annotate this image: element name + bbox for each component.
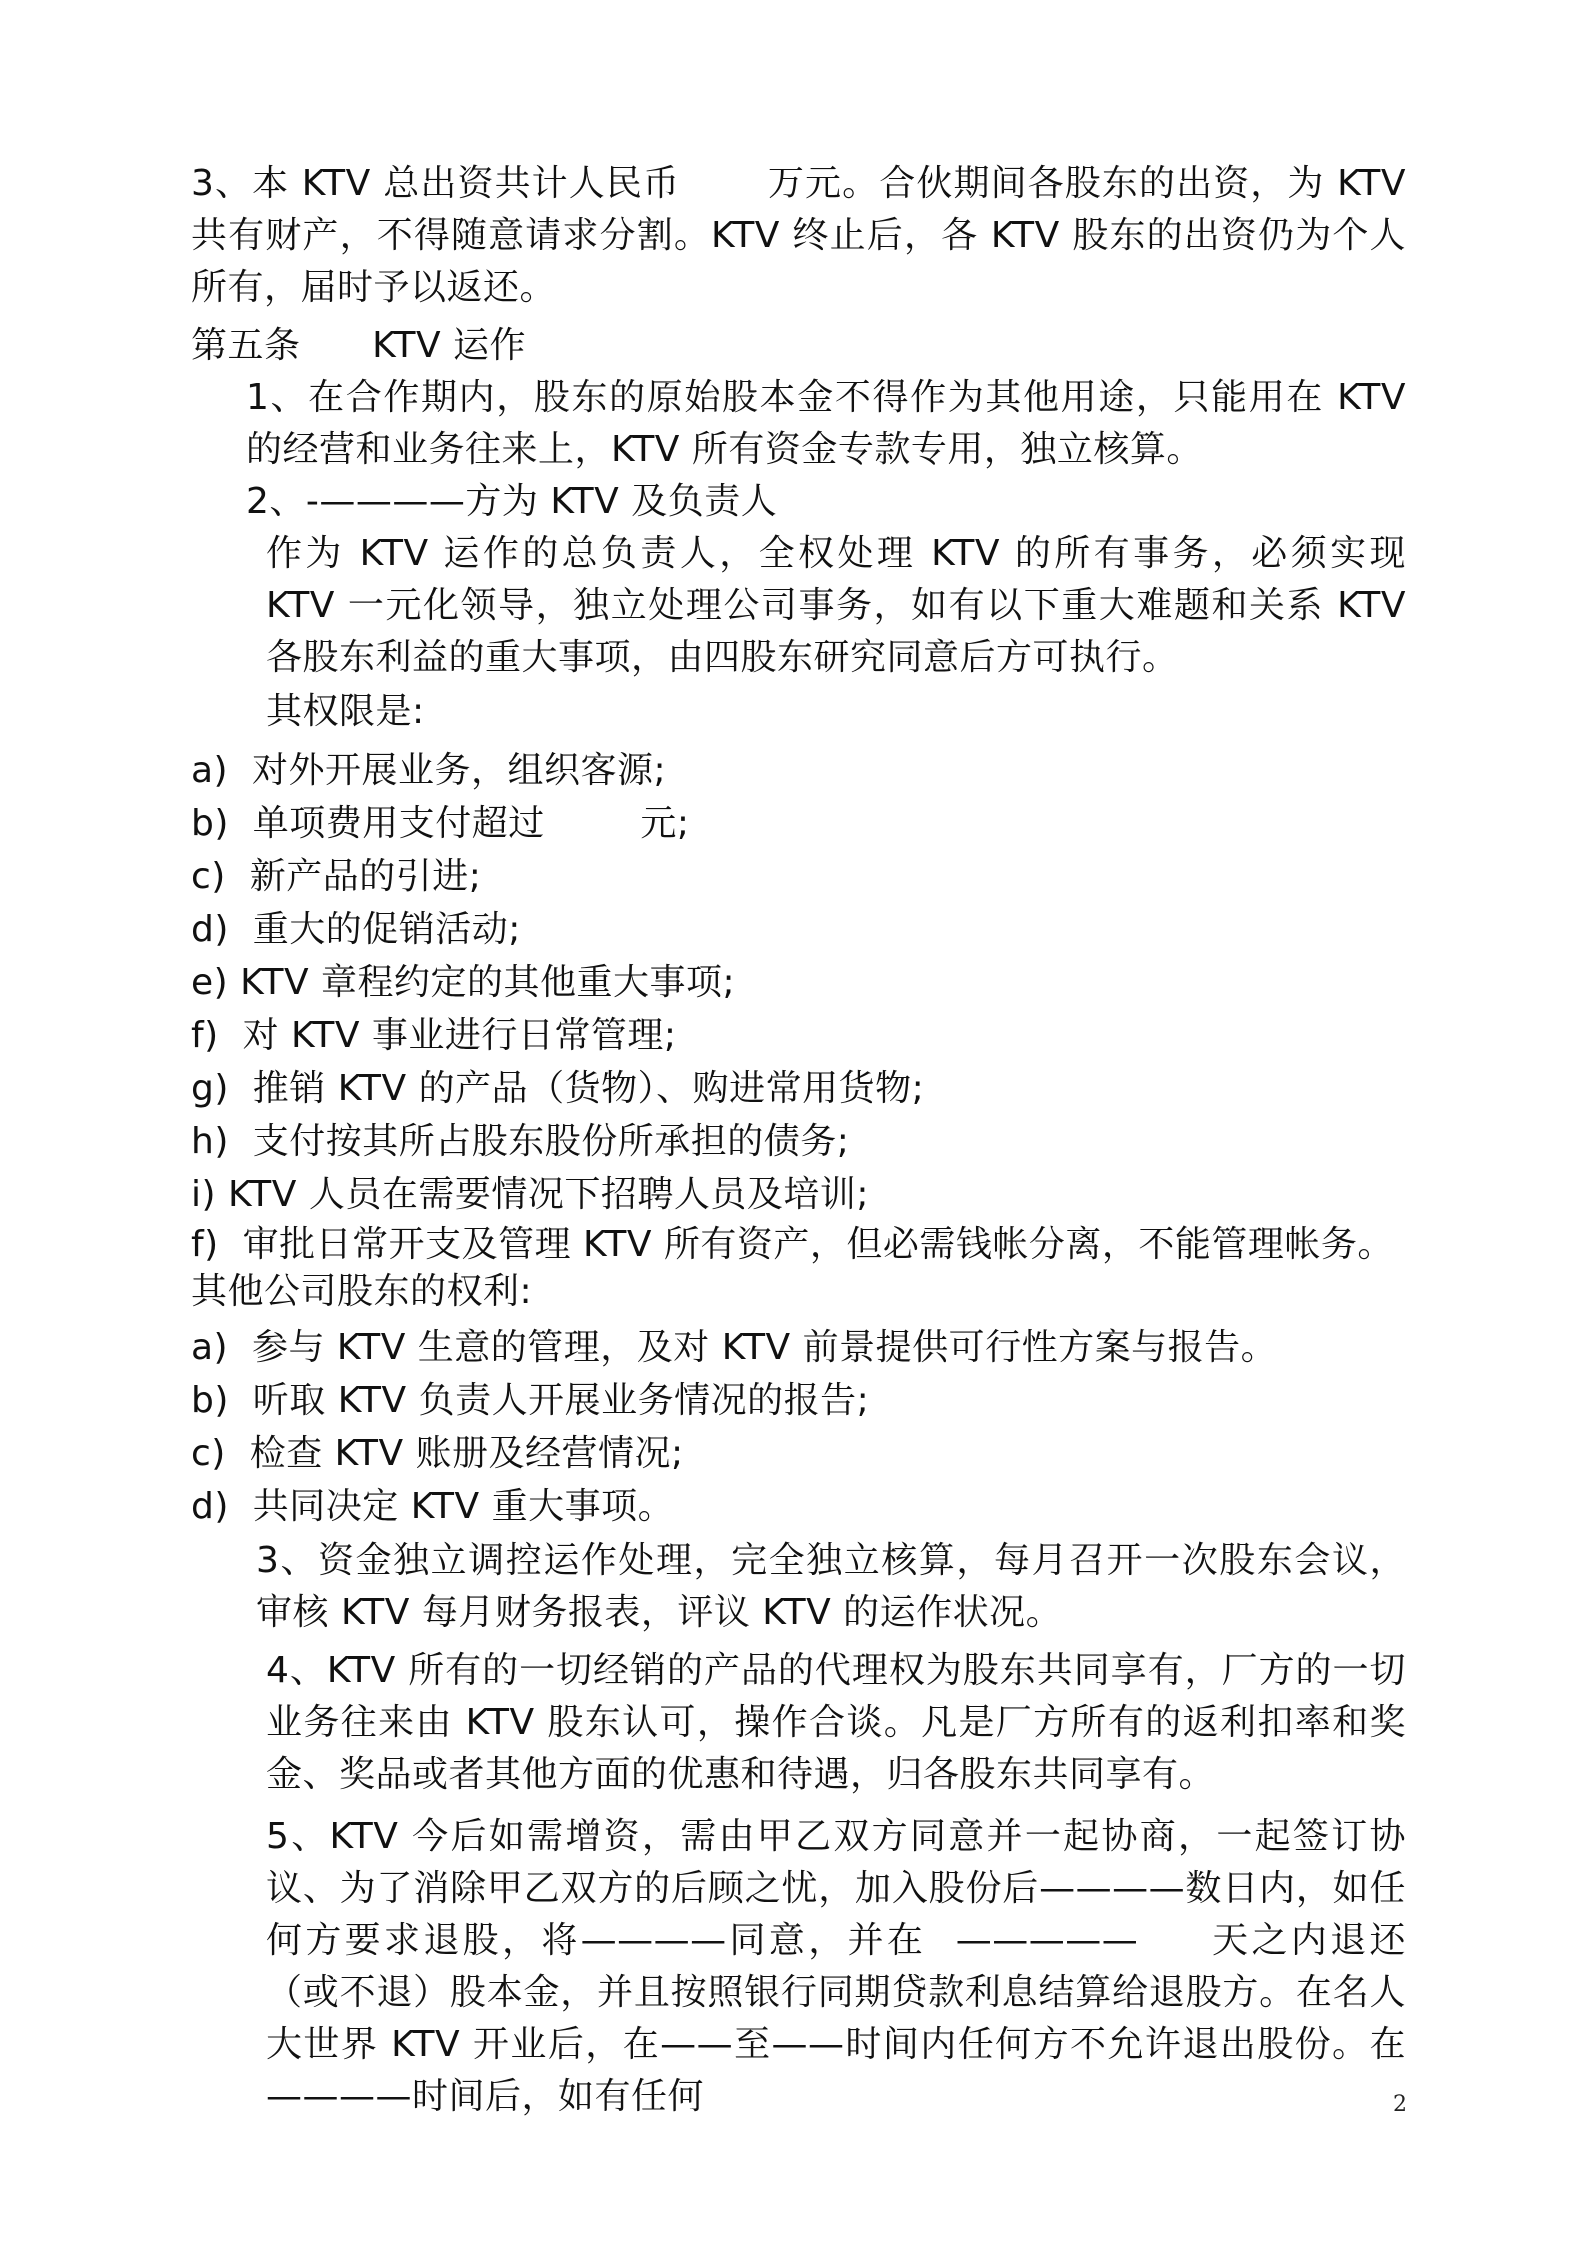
list-item: d) 重大的促销活动;	[191, 909, 521, 950]
paragraph-operation-2: 2、-————方为 KTV 及负责人	[246, 481, 778, 522]
authority-list	[191, 744, 1406, 1269]
paragraph-general-manager: 作为 KTV 运作的总负责人，全权处理 KTV 的所有事务，必须实现 KTV 一元化领导，独立处理公司事务，如有以下重大难题和关系 KTV 各股东利益的重大事项，由四股东研究同意后方可执行。	[266, 533, 1418, 678]
document-body	[191, 158, 1418, 2123]
list-item: f) 审批日常开支及管理 KTV 所有资产，但必需钱帐分离，不能管理帐务。	[191, 1224, 1394, 1265]
list-item: c) 新产品的引进;	[191, 856, 482, 897]
paragraph-operation-1: 1、在合作期内，股东的原始股本金不得作为其他用途，只能用在 KTV 的经营和业务往来上，KTV 所有资金专款专用，独立核算。	[246, 377, 1418, 470]
list-item: c) 检查 KTV 账册及经营情况;	[191, 1433, 684, 1474]
authority-heading: 其权限是:	[266, 691, 425, 732]
paragraph-operation-3: 3、资金独立调控运作处理，完全独立核算，每月召开一次股东会议，审核 KTV 每月财务报表，评议 KTV 的运作状况。	[256, 1540, 1406, 1633]
list-item: i) KTV 人员在需要情况下招聘人员及培训;	[191, 1174, 869, 1215]
list-item: b) 听取 KTV 负责人开展业务情况的报告;	[191, 1380, 870, 1421]
paragraph-operation-4: 4、KTV 所有的一切经销的产品的代理权为股东共同享有，厂方的一切业务往来由 KTV 股东认可，操作合谈。凡是厂方所有的返利扣率和奖金、奖品或者其他方面的优惠和待遇，归各股东共同享有。	[266, 1650, 1406, 1795]
other-rights-list	[191, 1321, 1406, 1533]
paragraph-operation-5: 5、KTV 今后如需增资，需由甲乙双方同意并一起协商，一起签订协议、为了消除甲乙双方的后顾之忧，加入股份后————数日内，如任何方要求退股，将————同意，并在 ————— 天之内退还（或不退）股本金，并且按照银行同期贷款利息结算给退股方。在名人大世界 KTV 开业后，在——至——时间内任何方不允许退出股份。在————时间后，如有任何	[266, 1816, 1406, 2117]
list-item: b) 单项费用支付超过 元;	[191, 803, 690, 844]
list-item: d) 共同决定 KTV 重大事项。	[191, 1486, 675, 1527]
list-item: f) 对 KTV 事业进行日常管理;	[191, 1015, 677, 1056]
list-item: g) 推销 KTV 的产品（货物）、购进常用货物;	[191, 1068, 925, 1109]
list-item: a) 参与 KTV 生意的管理，及对 KTV 前景提供可行性方案与报告。	[191, 1327, 1278, 1368]
list-item: a) 对外开展业务，组织客源;	[191, 750, 667, 791]
list-item: e) KTV 章程约定的其他重大事项;	[191, 962, 736, 1003]
paragraph-capital: 3、本 KTV 总出资共计人民币 万元。合伙期间各股东的出资，为 KTV 共有财产，不得随意请求分割。KTV 终止后，各 KTV 股东的出资仍为个人所有，届时予以返还。	[191, 163, 1418, 308]
list-item: h) 支付按其所占股东股份所承担的债务;	[191, 1121, 850, 1162]
other-rights-heading: 其他公司股东的权利:	[191, 1271, 533, 1312]
page-number: 2	[1393, 2092, 1407, 2117]
article-5-heading: 第五条 KTV 运作	[191, 325, 527, 366]
